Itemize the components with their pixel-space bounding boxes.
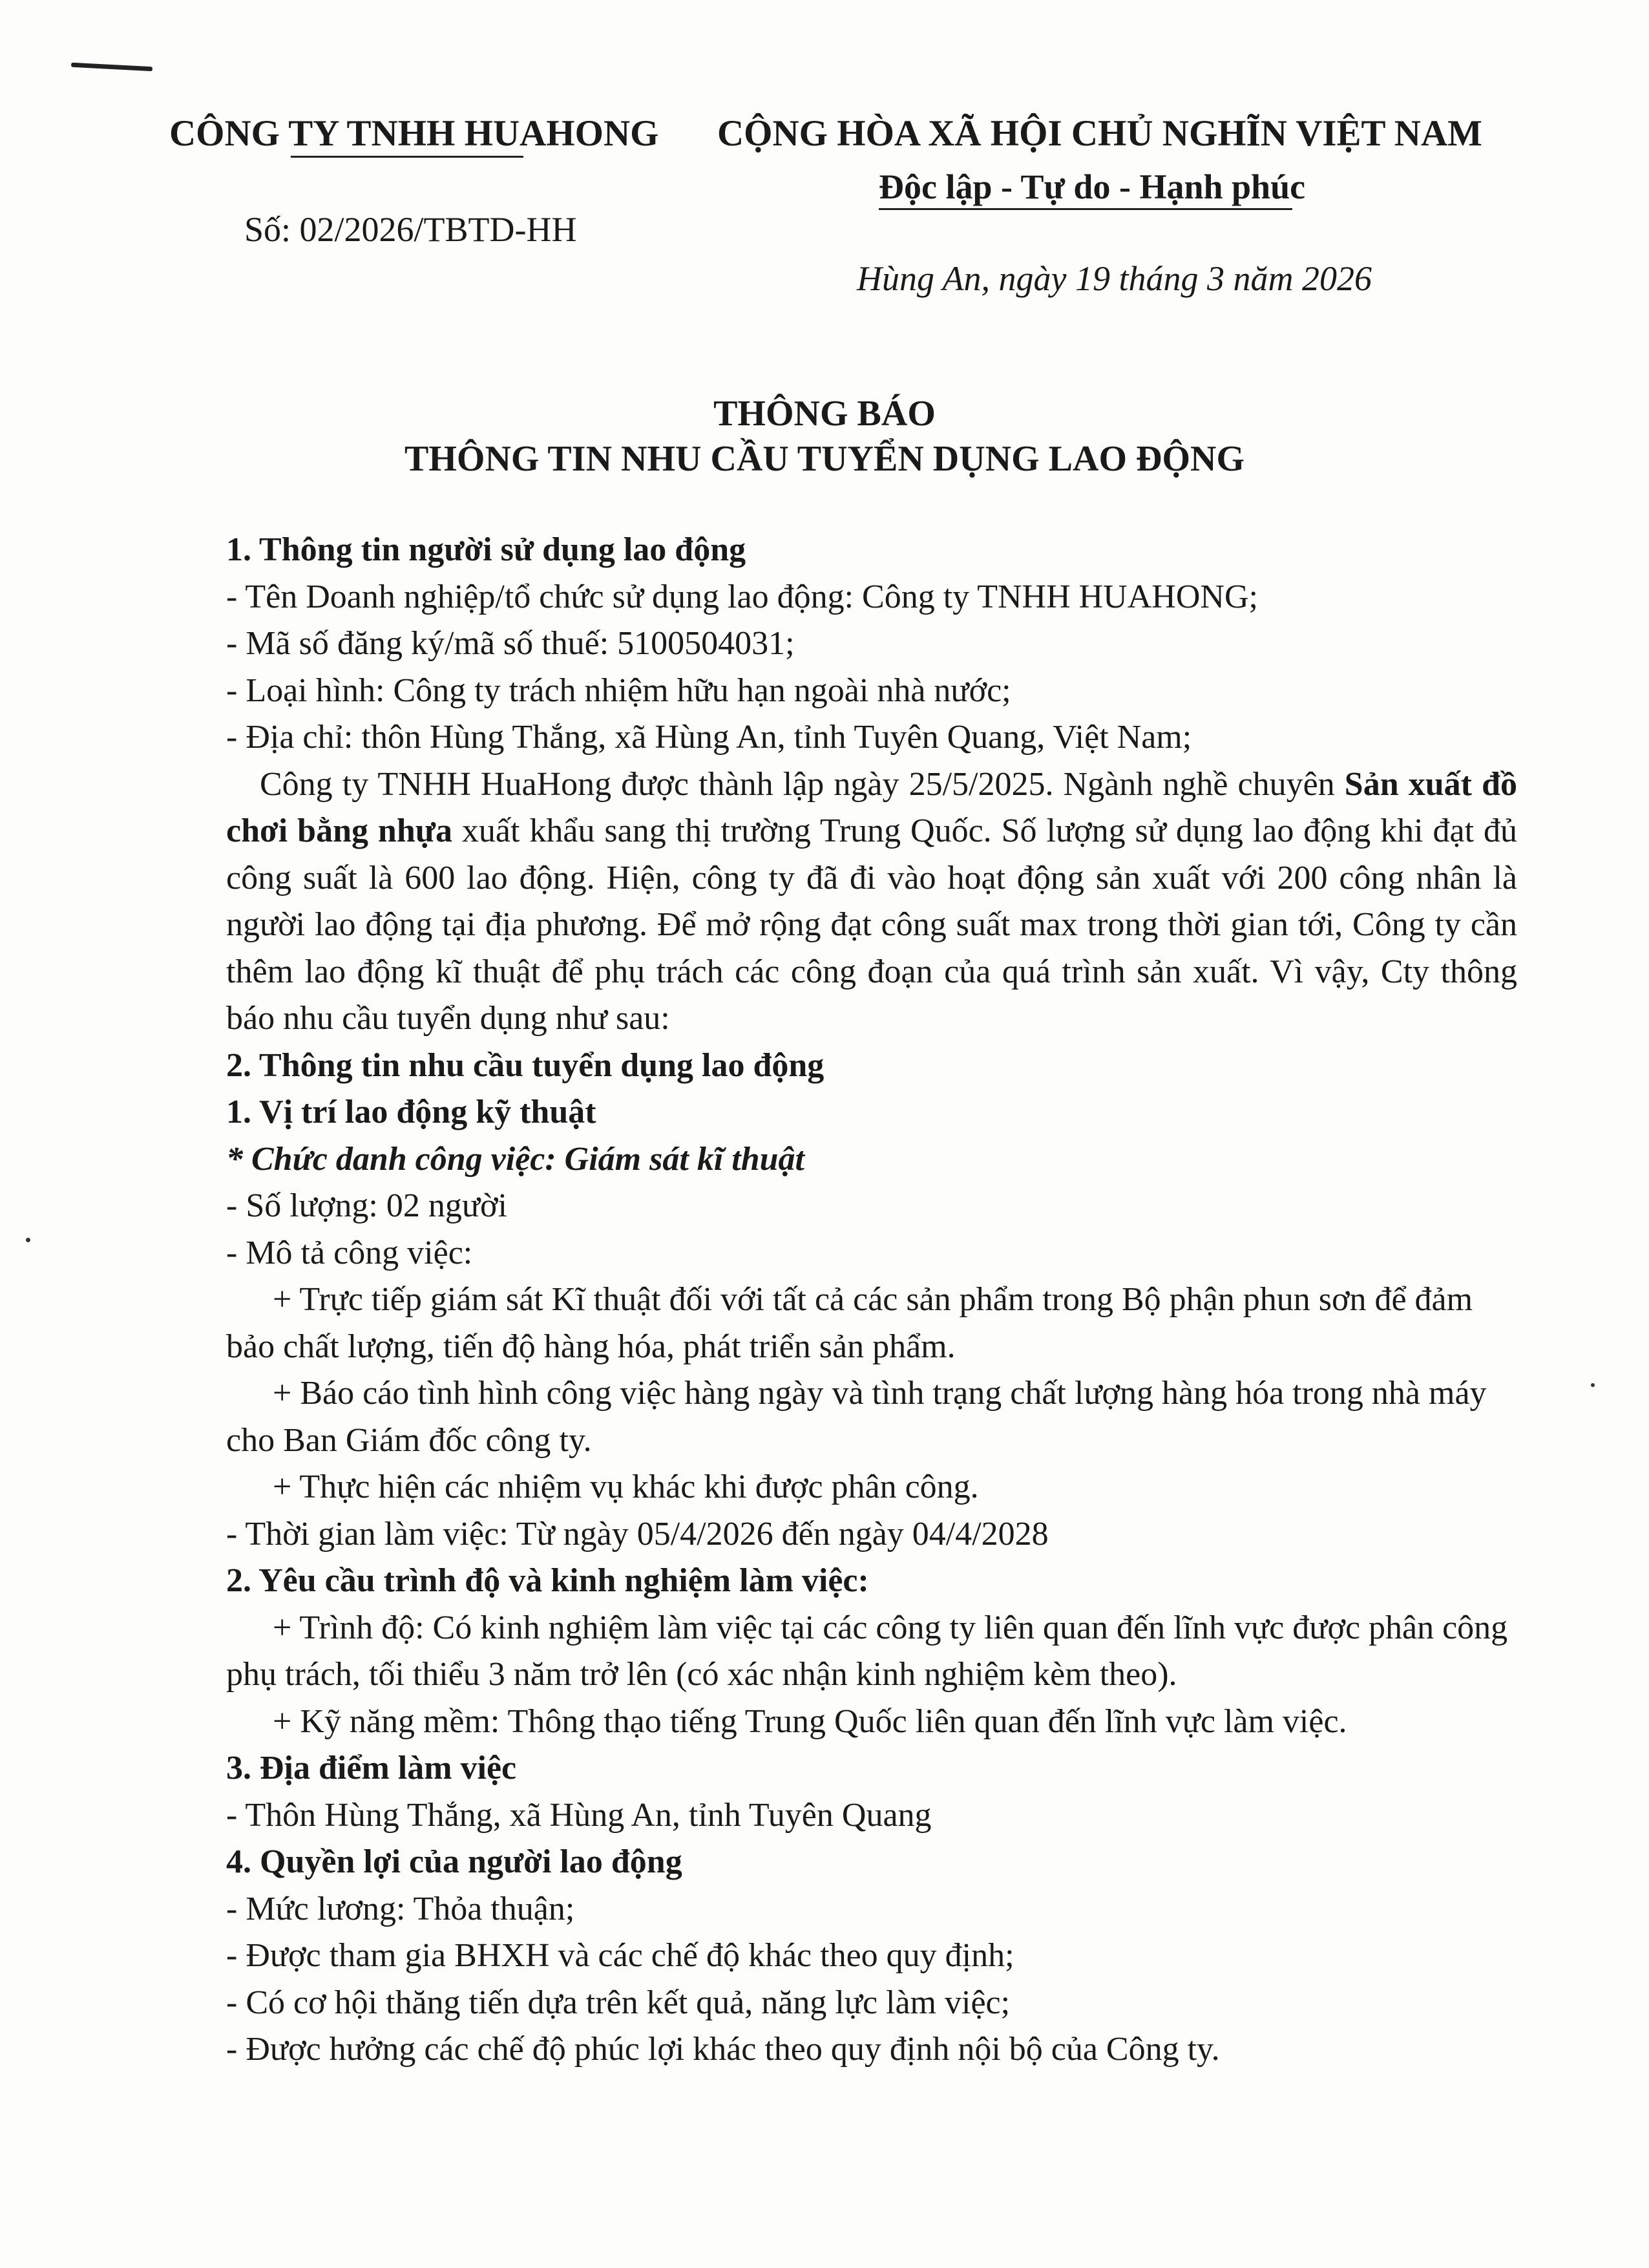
benefits-heading: 4. Quyền lợi của người lao động bbox=[226, 1843, 682, 1880]
tax-code: - Mã số đăng ký/mã số thuế: 5100504031; bbox=[226, 625, 795, 662]
employer-name: - Tên Doanh nghiệp/tổ chức sử dụng lao động: Công ty TNHH HUAHONG; bbox=[226, 578, 1258, 615]
job-description-label: - Mô tả công việc: bbox=[226, 1234, 473, 1271]
position-heading: 1. Vị trí lao động kỹ thuật bbox=[226, 1094, 596, 1130]
section1-heading: 1. Thông tin người sử dụng lao động bbox=[226, 531, 746, 568]
benefit-salary: - Mức lương: Thỏa thuận; bbox=[226, 1890, 575, 1927]
requirements-heading: 2. Yêu cầu trình độ và kinh nghiệm làm việc: bbox=[226, 1562, 869, 1599]
scan-mark bbox=[71, 63, 152, 72]
benefit-welfare: - Được hưởng các chế độ phúc lợi khác theo quy định nội bộ của Công ty. bbox=[226, 2031, 1220, 2068]
company-underline bbox=[291, 156, 523, 158]
job-duty-1: + Trực tiếp giám sát Kĩ thuật đối với tất cả các sản phẩm trong Bộ phận phun sơn để đảm bảo chất lượng, tiến độ hàng hóa, phát triển sản phẩm. bbox=[226, 1281, 1473, 1365]
requirement-qualification: + Trình độ: Có kinh nghiệm làm việc tại các công ty liên quan đến lĩnh vực được phân công phụ trách, tối thiểu 3 năm trở lên (có xác nhận kinh nghiệm kèm theo). bbox=[226, 1609, 1508, 1693]
job-title: * Chức danh công việc: Giám sát kĩ thuật bbox=[226, 1140, 804, 1178]
document-number: Số: 02/2026/TBTD-HH bbox=[244, 210, 577, 249]
motto-underline bbox=[879, 208, 1292, 210]
work-location: - Thôn Hùng Thắng, xã Hùng An, tỉnh Tuyên Quang bbox=[226, 1796, 932, 1834]
job-duty-2: + Báo cáo tình hình công việc hàng ngày và tình trạng chất lượng hàng hóa trong nhà máy cho Ban Giám đốc công ty. bbox=[226, 1375, 1487, 1459]
benefit-insurance: - Được tham gia BHXH và các chế độ khác theo quy định; bbox=[226, 1937, 1014, 1974]
benefit-promotion: - Có cơ hội thăng tiến dựa trên kết quả, năng lực làm việc; bbox=[226, 1984, 1011, 2021]
intro-text-b: xuất khẩu sang thị trường Trung Quốc. Số lượng sử dụng lao động khi đạt đủ công suất là 600 lao động. Hiện, công ty đã đi vào hoạt động sản xuất với 200 công nhân là người lao động tại địa phương. Để mở rộng đạt công suất max trong thời gian tới, Công ty cần thêm lao động kĩ thuật để phụ trách các công đoạn của quá trình sản xuất. Vì vậy, Cty thông báo nhu cầu tuyển dụng như sau: bbox=[226, 812, 1517, 1037]
work-period: - Thời gian làm việc: Từ ngày 05/4/2026 đến ngày 04/4/2028 bbox=[226, 1515, 1049, 1553]
company-address: - Địa chỉ: thôn Hùng Thắng, xã Hùng An, tỉnh Tuyên Quang, Việt Nam; bbox=[226, 719, 1192, 756]
company-name: CÔNG TY TNHH HUAHONG bbox=[169, 113, 659, 154]
place-date: Hùng An, ngày 19 tháng 3 năm 2026 bbox=[857, 259, 1372, 298]
location-heading: 3. Địa điểm làm việc bbox=[226, 1750, 517, 1786]
intro-paragraph bbox=[226, 761, 1517, 1043]
company-type: - Loại hình: Công ty trách nhiệm hữu hạn ngoài nhà nước; bbox=[226, 672, 1011, 709]
national-motto: Độc lập - Tự do - Hạnh phúc bbox=[879, 167, 1306, 206]
document-body bbox=[226, 527, 1517, 2073]
quantity: - Số lượng: 02 người bbox=[226, 1187, 507, 1224]
intro-text-a: Công ty TNHH HuaHong được thành lập ngày 25/5/2025. Ngành nghề chuyên bbox=[260, 765, 1345, 803]
scan-speck bbox=[26, 1238, 30, 1242]
section2-heading: 2. Thông tin nhu cầu tuyển dụng lao động bbox=[226, 1046, 824, 1084]
intro-industry: Sản xuất đồ chơi bằng nhựa bbox=[226, 765, 1517, 849]
notice-title: THÔNG BÁO bbox=[713, 394, 936, 434]
job-duty-3: + Thực hiện các nhiệm vụ khác khi được phân công. bbox=[273, 1468, 979, 1505]
requirement-soft-skill: + Kỹ năng mềm: Thông thạo tiếng Trung Quốc liên quan đến lĩnh vực làm việc. bbox=[273, 1702, 1347, 1740]
notice-subtitle: THÔNG TIN NHU CẦU TUYỂN DỤNG LAO ĐỘNG bbox=[404, 439, 1245, 479]
national-title: CỘNG HÒA XÃ HỘI CHỦ NGHĨN VIỆT NAM bbox=[717, 113, 1482, 154]
scan-speck bbox=[1591, 1383, 1595, 1387]
